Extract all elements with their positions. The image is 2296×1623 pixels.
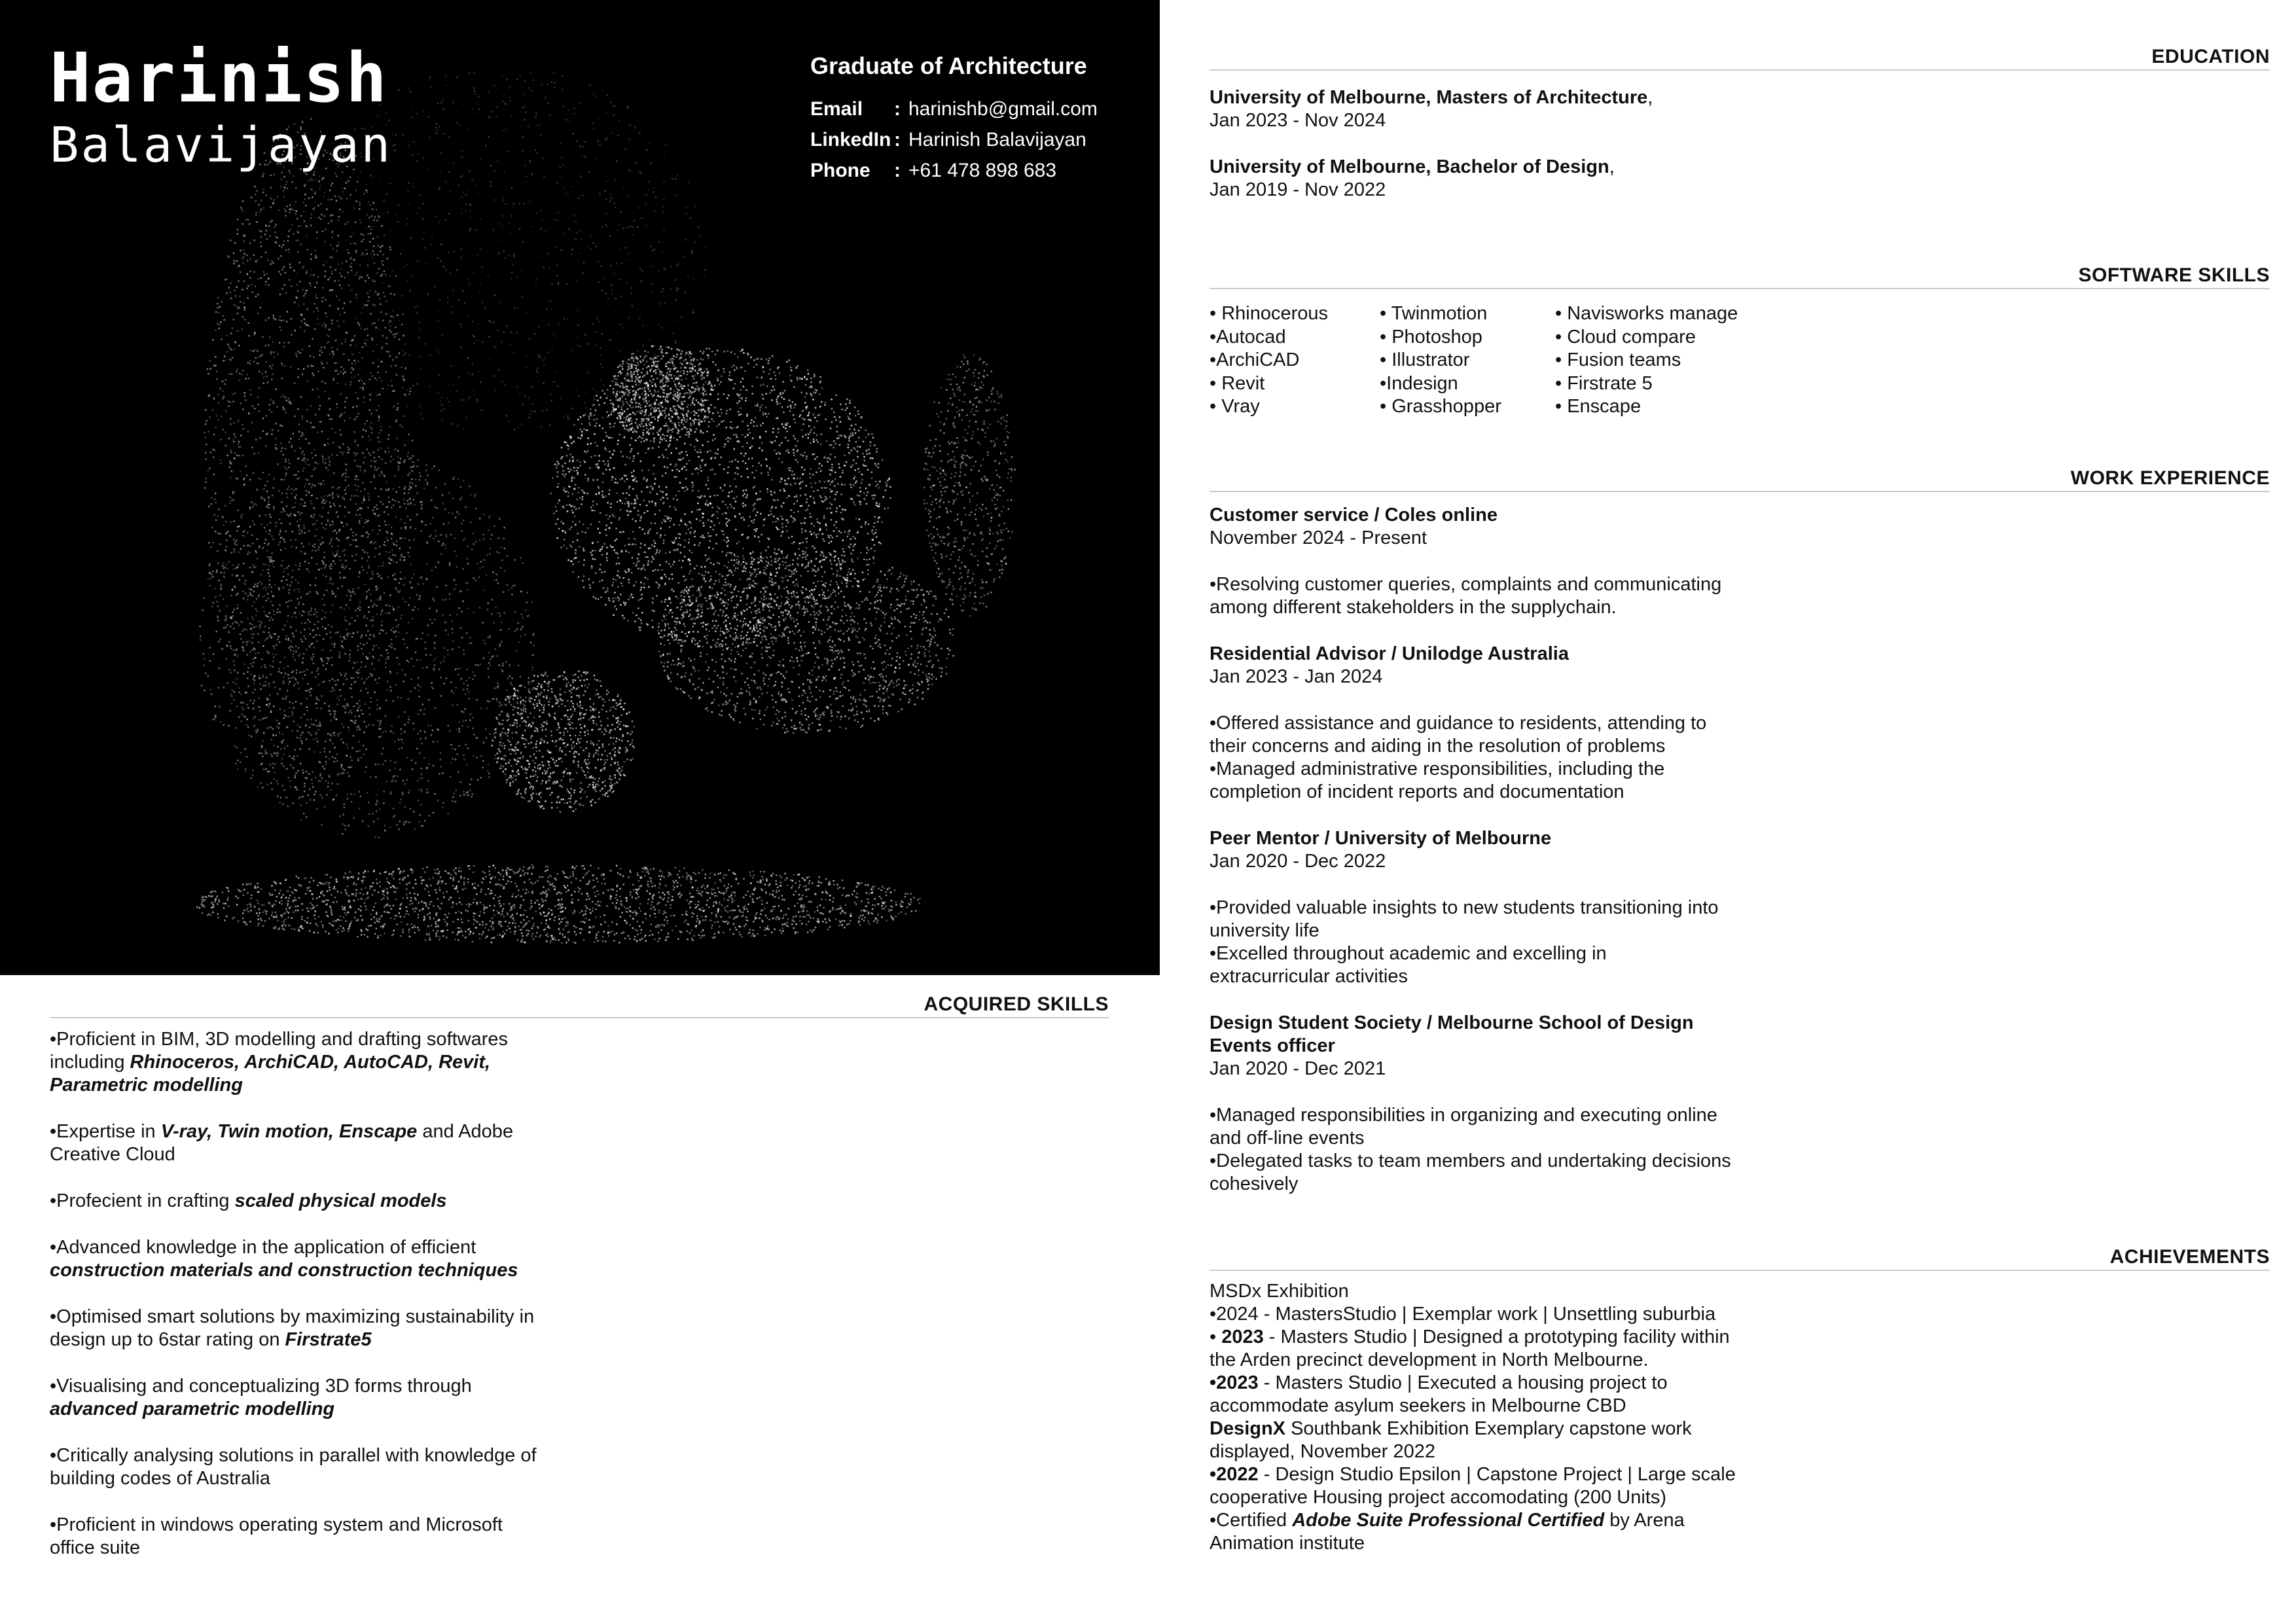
text-run: including xyxy=(50,1052,130,1073)
contact-linkedin xyxy=(810,129,1086,151)
list-item: MSDx Exhibition xyxy=(1210,1281,1349,1302)
list-item: office suite xyxy=(50,1537,141,1558)
text-run-bold: V-ray, Twin motion, Enscape xyxy=(160,1121,418,1142)
email-link[interactable]: harinishb@gmail.com xyxy=(908,98,1098,120)
list-item: • Grasshopper xyxy=(1380,396,1501,417)
job-dates: November 2024 - Present xyxy=(1210,527,1427,548)
text-run: , xyxy=(1647,87,1653,108)
text-run-bold: •2023 xyxy=(1210,1372,1259,1393)
contact-label: Email xyxy=(810,98,863,120)
job-dates: Jan 2023 - Jan 2024 xyxy=(1210,666,1383,687)
list-item: construction materials and construction techniques xyxy=(50,1260,518,1281)
contact-separator: : xyxy=(894,129,901,151)
software-skills-heading: SOFTWARE SKILLS xyxy=(1210,264,2270,289)
text-run: •Expertise in xyxy=(50,1121,161,1142)
contact-email xyxy=(810,98,1098,120)
text-run-bold: •2022 xyxy=(1210,1464,1259,1485)
list-item: •Optimised smart solutions by maximizing sustainability in xyxy=(50,1306,535,1327)
list-item: • Photoshop xyxy=(1380,326,1482,348)
job-line: •Excelled throughout academic and excelling in xyxy=(1210,943,1607,964)
education-heading: EDUCATION xyxy=(1210,46,2270,71)
job-title: Customer service / Coles online xyxy=(1210,505,1498,526)
education-title xyxy=(1210,156,1615,179)
list-item: building codes of Australia xyxy=(50,1468,270,1489)
list-item xyxy=(1210,1326,1730,1349)
achievements-heading: ACHIEVEMENTS xyxy=(1210,1246,2270,1271)
list-item xyxy=(1210,1418,1692,1440)
text-run-bold: 2023 xyxy=(1221,1327,1264,1347)
work-experience-heading: WORK EXPERIENCE xyxy=(1210,467,2270,492)
education-dates: Jan 2023 - Nov 2024 xyxy=(1210,110,1386,131)
text-run: - Design Studio Epsilon | Capstone Project | Large scale xyxy=(1258,1464,1736,1485)
job-line: completion of incident reports and documentation xyxy=(1210,781,1624,802)
job-line: cohesively xyxy=(1210,1173,1299,1194)
contact-phone xyxy=(810,160,1056,182)
education-title xyxy=(1210,86,1653,109)
acquired-skills-heading: ACQUIRED SKILLS xyxy=(50,993,1109,1018)
list-item: • Twinmotion xyxy=(1380,303,1488,324)
text-run-bold: DesignX xyxy=(1210,1418,1286,1439)
job-line: and off-line events xyxy=(1210,1128,1365,1149)
software-column-2 xyxy=(1380,302,1501,419)
list-item: the Arden precinct development in North Melbourne. xyxy=(1210,1349,1649,1370)
job-line: •Managed administrative responsibilities, including the xyxy=(1210,758,1665,779)
text-run: - Masters Studio | Executed a housing project to xyxy=(1258,1372,1668,1393)
text-run: •Certified xyxy=(1210,1510,1293,1531)
role-title: Graduate of Architecture xyxy=(810,52,1087,79)
list-item xyxy=(1210,1463,1736,1486)
software-column-3 xyxy=(1555,302,1738,419)
education-dates: Jan 2019 - Nov 2022 xyxy=(1210,179,1386,200)
list-item: • Cloud compare xyxy=(1555,326,1696,348)
job-title: Peer Mentor / University of Melbourne xyxy=(1210,828,1552,849)
list-item: •Visualising and conceptualizing 3D forms through xyxy=(50,1376,472,1397)
text-run: design up to 6star rating on xyxy=(50,1329,285,1350)
list-item: • Enscape xyxy=(1555,396,1641,417)
list-item: accommodate asylum seekers in Melbourne CBD xyxy=(1210,1395,1626,1416)
list-item: •Critically analysing solutions in parallel with knowledge of xyxy=(50,1445,537,1466)
text-run: • xyxy=(1210,1327,1222,1347)
last-name: Balavijayan xyxy=(50,117,393,173)
text-run: by Arena xyxy=(1604,1510,1685,1531)
list-item: •Autocad xyxy=(1210,326,1286,348)
job-title: Design Student Society / Melbourne School of Design xyxy=(1210,1012,1694,1033)
list-item: • Firstrate 5 xyxy=(1555,372,1653,394)
text-run-bold: Firstrate5 xyxy=(285,1329,372,1350)
list-item: • Vray xyxy=(1210,396,1260,417)
job-line: extracurricular activities xyxy=(1210,966,1408,987)
list-item: displayed, November 2022 xyxy=(1210,1441,1435,1462)
job-subtitle: Events officer xyxy=(1210,1035,1335,1056)
list-item: • Rhinocerous xyxy=(1210,303,1329,324)
list-item: •2024 - MastersStudio | Exemplar work | Unsettling suburbia xyxy=(1210,1304,1716,1325)
list-item xyxy=(1210,1509,1685,1532)
list-item: •ArchiCAD xyxy=(1210,349,1300,370)
contact-separator: : xyxy=(894,98,901,120)
job-line: university life xyxy=(1210,920,1319,941)
job-line: among different stakeholders in the supplychain. xyxy=(1210,597,1617,618)
list-item: • Fusion teams xyxy=(1555,349,1681,370)
list-item: •Advanced knowledge in the application of efficient xyxy=(50,1237,476,1258)
list-item: Creative Cloud xyxy=(50,1144,175,1165)
list-item: •Proficient in BIM, 3D modelling and drafting softwares xyxy=(50,1029,509,1050)
text-run-bold: Rhinoceros, ArchiCAD, AutoCAD, Revit, xyxy=(130,1052,491,1073)
text-run: Southbank Exhibition Exemplary capstone work xyxy=(1285,1418,1692,1439)
text-run: - Masters Studio | Designed a prototyping facility within xyxy=(1263,1327,1730,1347)
job-line: •Managed responsibilities in organizing and executing online xyxy=(1210,1105,1717,1126)
list-item: cooperative Housing project accomodating (200 Units) xyxy=(1210,1487,1666,1508)
text-run-bold: University of Melbourne, Bachelor of Design xyxy=(1210,156,1609,177)
list-item: • Revit xyxy=(1210,372,1265,394)
job-line: •Provided valuable insights to new students transitioning into xyxy=(1210,897,1719,918)
first-name: Harinish xyxy=(50,38,388,118)
job-title: Residential Advisor / Unilodge Australia xyxy=(1210,643,1569,664)
text-run-bold: scaled physical models xyxy=(234,1190,447,1211)
list-item: Animation institute xyxy=(1210,1533,1365,1554)
job-line: •Delegated tasks to team members and undertaking decisions xyxy=(1210,1150,1731,1171)
list-item xyxy=(50,1190,447,1213)
job-line: •Resolving customer queries, complaints and communicating xyxy=(1210,574,1722,595)
job-line: •Offered assistance and guidance to residents, attending to xyxy=(1210,713,1707,734)
text-run-bold: University of Melbourne, Masters of Architecture xyxy=(1210,87,1648,108)
text-run: and Adobe xyxy=(417,1121,514,1142)
job-dates: Jan 2020 - Dec 2021 xyxy=(1210,1058,1386,1079)
text-run: , xyxy=(1609,156,1615,177)
list-item xyxy=(50,1329,372,1351)
linkedin-link[interactable]: Harinish Balavijayan xyxy=(908,129,1086,151)
job-dates: Jan 2020 - Dec 2022 xyxy=(1210,851,1386,872)
list-item: •Indesign xyxy=(1380,372,1458,394)
contact-label: Phone xyxy=(810,160,870,181)
text-run: •Profecient in crafting xyxy=(50,1190,235,1211)
text-run-bold: Adobe Suite Professional Certified xyxy=(1292,1510,1605,1531)
list-item: • Illustrator xyxy=(1380,349,1470,370)
hero-panel xyxy=(0,0,1160,975)
phone-link[interactable]: +61 478 898 683 xyxy=(908,160,1057,181)
list-item: Parametric modelling xyxy=(50,1075,243,1096)
job-line: their concerns and aiding in the resolution of problems xyxy=(1210,736,1666,757)
list-item xyxy=(50,1051,490,1074)
list-item: •Proficient in windows operating system and Microsoft xyxy=(50,1514,503,1535)
contact-label: LinkedIn xyxy=(810,129,891,151)
contact-separator: : xyxy=(894,160,901,181)
list-item: • Navisworks manage xyxy=(1555,303,1738,324)
list-item: advanced parametric modelling xyxy=(50,1399,335,1419)
software-column-1 xyxy=(1210,302,1328,419)
list-item xyxy=(50,1120,513,1143)
list-item xyxy=(1210,1372,1668,1395)
